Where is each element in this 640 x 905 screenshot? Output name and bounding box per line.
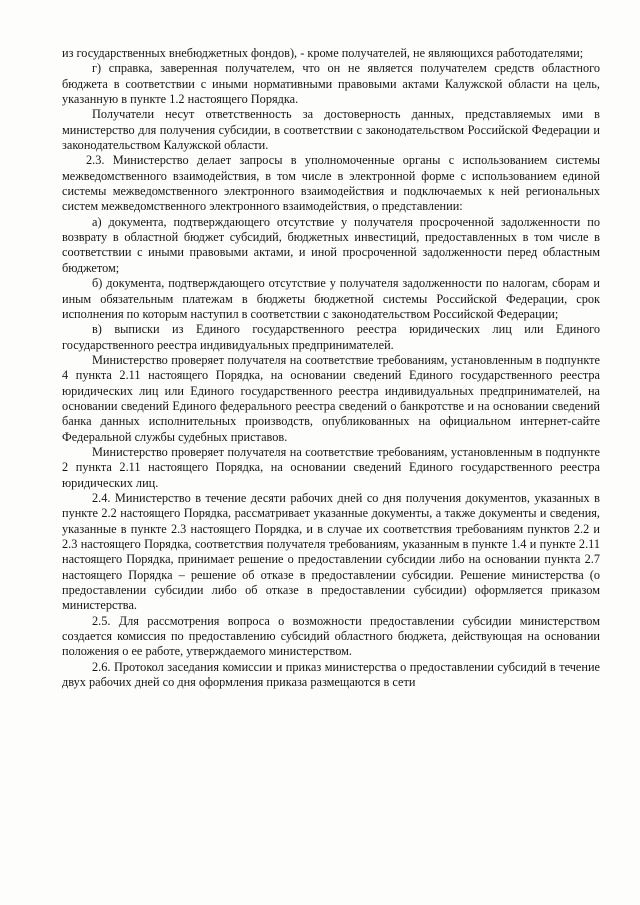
paragraph-2-3-a: а) документа, подтверждающего отсутствие у получателя просроченной задолженности по возврату в областной бюджет субсидий, бюджетных инвестиций, предоставленных в том числе в соответствии с иными правовыми актами, и иной просроченной задолженности перед областным бюджетом;: [62, 214, 600, 275]
paragraph-2-3: 2.3. Министерство делает запросы в уполномоченные органы с использованием системы межведомственного взаимодействия, в том числе в электронной форме с использованием единой системы межведомственного электронного взаимодействия и подключаемых к ней региональных систем межведомственного электронного взаимодействия, о представлении:: [62, 153, 600, 214]
paragraph-2-6: 2.6. Протокол заседания комиссии и приказ министерства о предоставлении субсидий в течение двух рабочих дней со дня оформления приказа размещаются в сети: [62, 659, 600, 690]
paragraph-continuation: из государственных внебюджетных фондов), - кроме получателей, не являющихся работодателями;: [62, 46, 584, 60]
paragraph-2-4: 2.4. Министерство в течение десяти рабочих дней со дня получения документов, указанных в пункте 2.2 настоящего Порядка, рассматривает указанные документы, а также документы и сведения, указанные в пункте 2.3 настоящего Порядка, и в случае их соответствия требованиям пунктов 2.2 и 2.3 настоящего Порядка, соответствия получателя требованиям, указанным в пункте 1.4 и пункте 2.11 настоящего Порядка, принимает решение о предоставлении субсидии либо на основании пункта 2.7 настоящего Порядка – решение об отказе в предоставлении субсидии. Решение министерства (о предоставлении субсидии либо об отказе в предоставлении субсидии) оформляется приказом министерства.: [62, 490, 600, 613]
paragraph-2-3-v: в) выписки из Единого государственного реестра юридических лиц или Единого государственного реестра индивидуальных предпринимателей.: [62, 322, 600, 352]
paragraph-item-g: г) справка, заверенная получателем, что он не является получателем средств областного бюджета в соответствии с иными нормативными правовыми актами Калужской области на цель, указанную в пункте 1.2 настоящего Порядка.: [62, 61, 600, 107]
paragraph-2-3-b: б) документа, подтверждающего отсутствие у получателя задолженности по налогам, сборам и иным обязательным платежам в бюджеты бюджетной системы Российской Федерации, срок исполнения по которым наступил в соответствии с законодательством Российской Федерации;: [62, 276, 600, 321]
paragraph-check-1: Министерство проверяет получателя на соответствие требованиям, установленным в подпункте 4 пункта 2.11 настоящего Порядка, на основании сведений Единого государственного реестра юридических лиц или Единого государственного реестра индивидуальных предпринимателей, на основании сведений Единого федерального реестра сведений о банкротстве и на основании сведений банка данных исполнительных производств, опубликованных на официальном интернет-сайте Федеральной службы судебных приставов.: [62, 352, 600, 444]
paragraph-check-2: Министерство проверяет получателя на соответствие требованиям, установленным в подпункте 2 пункта 2.11 настоящего Порядка, на основании сведений Единого государственного реестра юридических лиц.: [62, 444, 600, 490]
paragraph-2-5: 2.5. Для рассмотрения вопроса о возможности предоставлении субсидии министерством создается комиссия по предоставлению субсидий областного бюджета, действующая на основании положения о ее работе, утверждаемого министерством.: [62, 613, 600, 659]
paragraph-responsibility: Получатели несут ответственность за достоверность данных, представляемых ими в министерство для получения субсидии, в соответствии с законодательством Российской Федерации и законодательством Калужской области.: [62, 107, 600, 153]
